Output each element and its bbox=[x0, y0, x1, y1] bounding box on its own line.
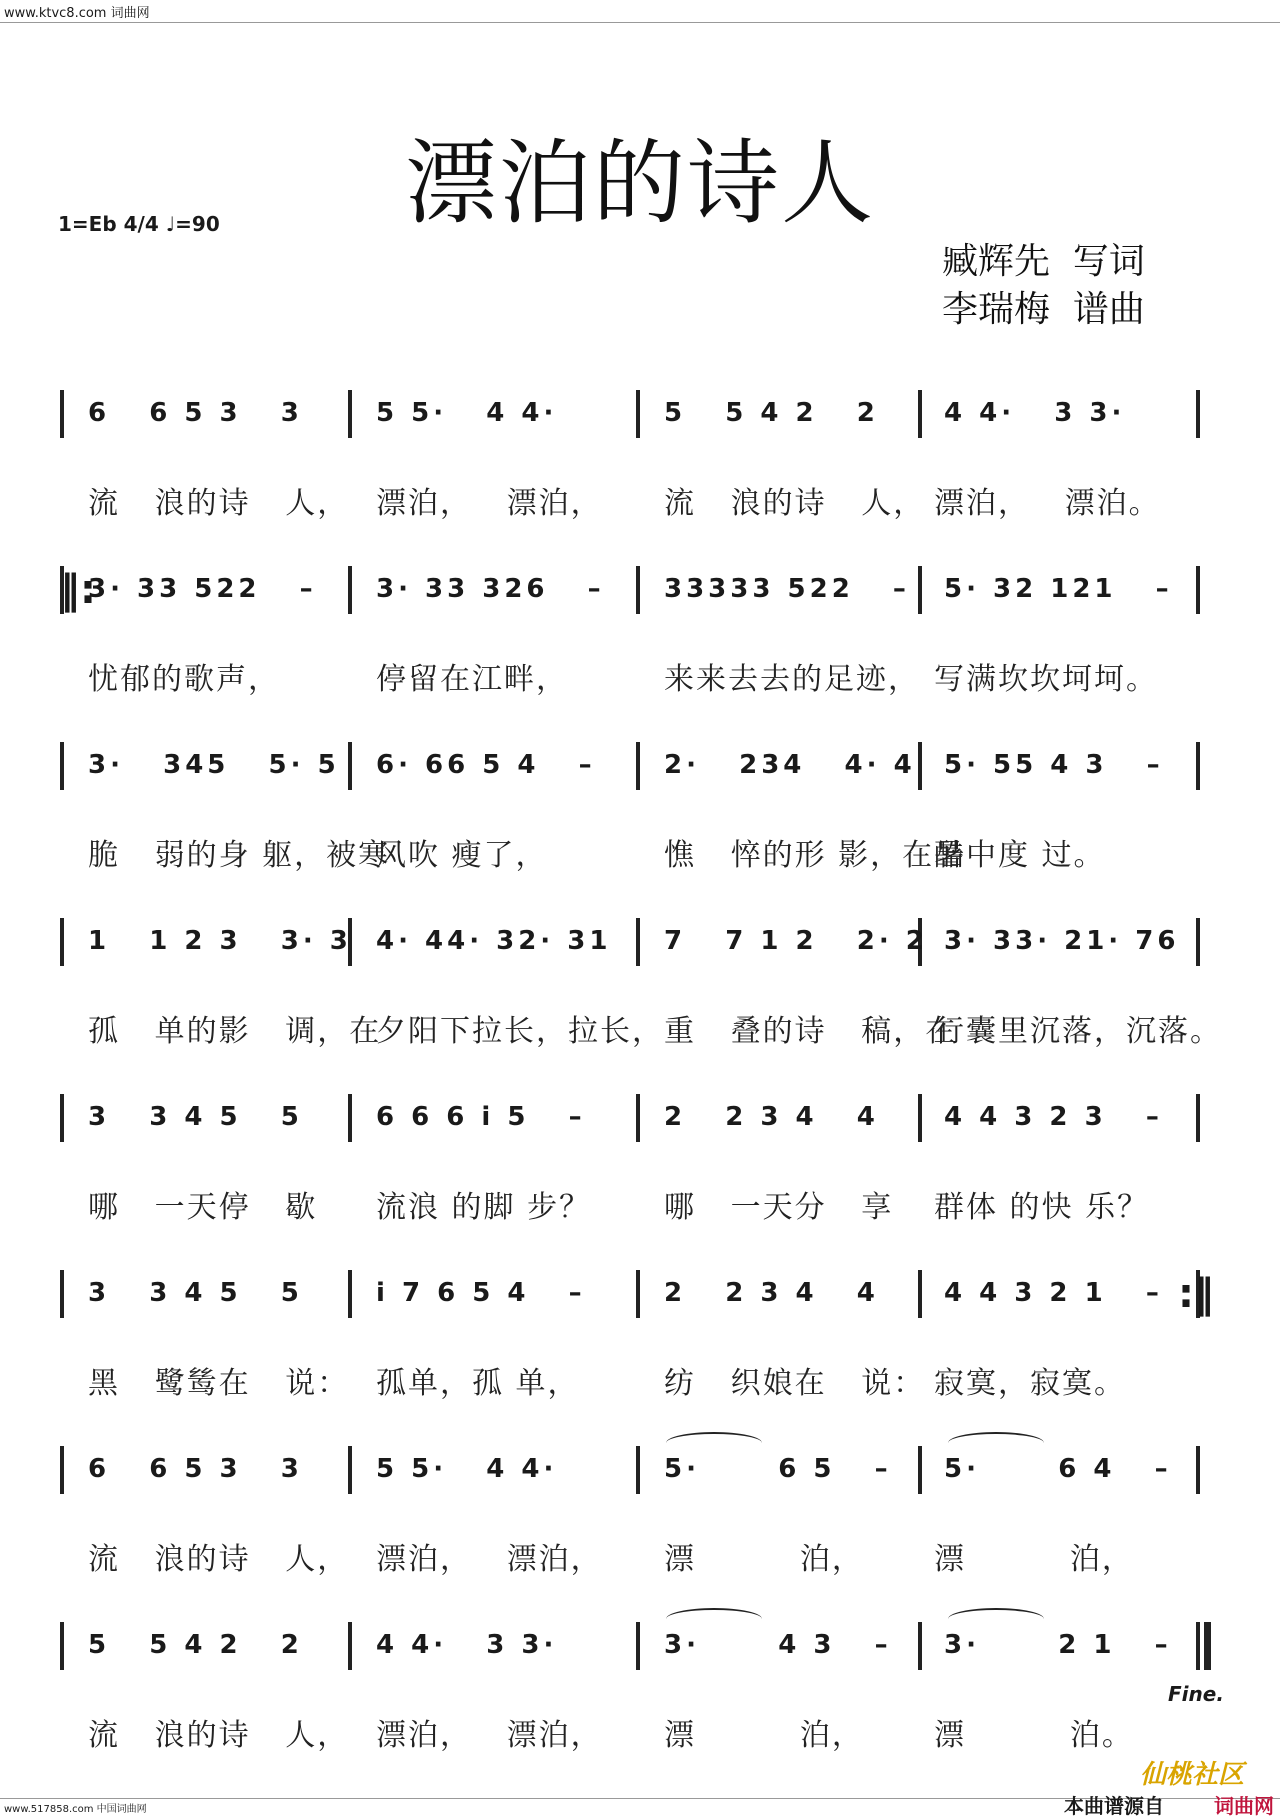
barline bbox=[1196, 918, 1200, 966]
lyric-line: 漂泊， 漂泊。 bbox=[934, 486, 1161, 521]
measure-notes: 4 4 3 2 1 – bbox=[944, 1278, 1163, 1308]
barline bbox=[636, 390, 640, 438]
barline bbox=[918, 390, 922, 438]
measure-notes: 5 5 4 2 2 bbox=[664, 398, 879, 428]
measure-notes: 3 3 4 5 5 bbox=[88, 1102, 303, 1132]
barline bbox=[60, 918, 64, 966]
barline bbox=[348, 1270, 352, 1318]
barline bbox=[636, 566, 640, 614]
slur-arc bbox=[666, 1608, 762, 1630]
measure-notes: 2 2 3 4 4 bbox=[664, 1278, 879, 1308]
barline bbox=[636, 1270, 640, 1318]
barline bbox=[636, 918, 640, 966]
measure-notes: 5· 55 4 3 – bbox=[944, 750, 1164, 780]
lyric-line: 流 浪的诗 人， bbox=[88, 1542, 350, 1577]
measure-notes: 5· 32 121 – bbox=[944, 574, 1173, 604]
barline bbox=[60, 742, 64, 790]
lyric-line: 寂寞，寂寞。 bbox=[934, 1366, 1126, 1401]
measure-notes: 3· 4 3 – bbox=[664, 1630, 892, 1660]
measure-notes: 5 5 4 2 2 bbox=[88, 1630, 303, 1660]
lyric-line: 写满坎坎坷坷。 bbox=[934, 662, 1158, 697]
key-tempo-marking: 1=Eb 4/4 ♩=90 bbox=[58, 212, 220, 236]
lyric-line: 孤单，孤 单， bbox=[376, 1366, 580, 1401]
lyric-line: 漂泊， 漂泊， bbox=[376, 1718, 603, 1753]
lyric-line: 夕阳下拉长，拉长， bbox=[376, 1014, 664, 1049]
top-divider bbox=[0, 22, 1280, 23]
barline bbox=[918, 1622, 922, 1670]
score-row bbox=[0, 1622, 1280, 1753]
lyric-line: 漂泊， 漂泊， bbox=[376, 486, 603, 521]
lyric-line: 黑 鹭鸶在 说： bbox=[88, 1366, 350, 1401]
barline bbox=[918, 1094, 922, 1142]
barline bbox=[636, 1094, 640, 1142]
barline bbox=[1196, 1446, 1200, 1494]
barline bbox=[918, 566, 922, 614]
measure-notes: 4· 44· 32· 31 bbox=[376, 926, 612, 956]
repeat-start-sign: ‖: bbox=[60, 567, 96, 613]
lyric-line: 漂 泊， bbox=[934, 1542, 1134, 1577]
lyric-line: 流 浪的诗 人， bbox=[664, 486, 926, 521]
fine-marking: Fine. bbox=[1168, 1682, 1224, 1706]
lyric-line: 暑中度 过。 bbox=[934, 838, 1106, 873]
barline bbox=[1196, 1094, 1200, 1142]
site-watermark-top: www.ktvc8.com 词曲网 bbox=[4, 6, 150, 21]
lyric-line: 停留在江畔， bbox=[376, 662, 568, 697]
score-row bbox=[0, 390, 1280, 521]
measure-notes: 4 4· 3 3· bbox=[376, 1630, 558, 1660]
lyricist-credit: 臧辉先 写词 bbox=[942, 241, 1145, 282]
barline bbox=[636, 742, 640, 790]
barline bbox=[348, 390, 352, 438]
measure-notes: 5 5· 4 4· bbox=[376, 1454, 558, 1484]
measure-notes: 3· 345 5· 5 bbox=[88, 750, 340, 780]
measure-notes: 1 1 2 3 3· 3 bbox=[88, 926, 352, 956]
barline bbox=[1196, 1622, 1200, 1670]
barline bbox=[636, 1446, 640, 1494]
site-watermark-bottom: www.517858.com 中国词曲网 bbox=[4, 1804, 147, 1815]
lyric-line: 漂 泊， bbox=[664, 1542, 864, 1577]
lyric-line: 漂泊， 漂泊， bbox=[376, 1542, 603, 1577]
barline bbox=[60, 390, 64, 438]
lyric-line: 群体 的快 乐？ bbox=[934, 1190, 1150, 1225]
measure-notes: 3· 33 522 – bbox=[88, 574, 317, 604]
barline bbox=[348, 1446, 352, 1494]
lyric-line: 流 浪的诗 人， bbox=[88, 1718, 350, 1753]
repeat-end-sign: :‖ bbox=[1178, 1271, 1214, 1317]
score-row bbox=[0, 1094, 1280, 1225]
measure-notes: 7 7 1 2 2· 2 bbox=[664, 926, 928, 956]
lyric-line: 行囊里沉落，沉落。 bbox=[934, 1014, 1222, 1049]
measure-notes: 2· 234 4· 4 bbox=[664, 750, 916, 780]
lyric-line: 流浪 的脚 步？ bbox=[376, 1190, 592, 1225]
lyric-line: 脆 弱的身 躯，被寒 bbox=[88, 838, 391, 873]
lyric-line: 哪 一天停 歇 bbox=[88, 1190, 318, 1225]
barline bbox=[1196, 390, 1200, 438]
score-row bbox=[0, 566, 1280, 697]
barline bbox=[60, 1094, 64, 1142]
lyric-line: 来来去去的足迹， bbox=[664, 662, 920, 697]
slur-arc bbox=[948, 1432, 1044, 1454]
lyric-line: 流 浪的诗 人， bbox=[88, 486, 350, 521]
measure-notes: 6 6 5 3 3 bbox=[88, 1454, 303, 1484]
slur-arc bbox=[948, 1608, 1044, 1630]
lyric-line: 漂 泊。 bbox=[934, 1718, 1134, 1753]
measure-notes: 6 6 5 3 3 bbox=[88, 398, 303, 428]
barline bbox=[636, 1622, 640, 1670]
score-row bbox=[0, 918, 1280, 1049]
lyric-line: 忧郁的歌声， bbox=[88, 662, 280, 697]
barline bbox=[348, 566, 352, 614]
barline bbox=[348, 1622, 352, 1670]
measure-notes: 5 5· 4 4· bbox=[376, 398, 558, 428]
slur-arc bbox=[666, 1432, 762, 1454]
measure-notes: 5· 6 4 – bbox=[944, 1454, 1172, 1484]
score-row bbox=[0, 1270, 1280, 1401]
page-title: 漂泊的诗人 bbox=[404, 130, 875, 237]
lyric-line: 纺 织娘在 说： bbox=[664, 1366, 926, 1401]
measure-notes: 33333 522 – bbox=[664, 574, 910, 604]
measure-notes: 3· 2 1 – bbox=[944, 1630, 1172, 1660]
score-row bbox=[0, 1446, 1280, 1577]
barline bbox=[1196, 742, 1200, 790]
measure-notes: 4 4 3 2 3 – bbox=[944, 1102, 1163, 1132]
barline bbox=[60, 1270, 64, 1318]
measure-notes: 5· 6 5 – bbox=[664, 1454, 892, 1484]
lyric-line: 风吹 瘦了， bbox=[376, 838, 548, 873]
measure-notes: 3 3 4 5 5 bbox=[88, 1278, 303, 1308]
barline bbox=[1196, 566, 1200, 614]
measure-notes: 4 4· 3 3· bbox=[944, 398, 1126, 428]
measure-notes: 3· 33 326 – bbox=[376, 574, 605, 604]
barline bbox=[918, 1446, 922, 1494]
composer-credit: 李瑞梅 谱曲 bbox=[942, 289, 1145, 330]
brand-label: 词曲网 bbox=[1214, 1794, 1274, 1818]
lyric-line: 漂 泊， bbox=[664, 1718, 864, 1753]
lyric-line: 重 叠的诗 稿，在 bbox=[664, 1014, 958, 1049]
measure-notes: i 7 6 5 4 – bbox=[376, 1278, 586, 1308]
barline bbox=[348, 1094, 352, 1142]
measure-notes: 2 2 3 4 4 bbox=[664, 1102, 879, 1132]
community-logo: 仙桃社区 bbox=[1140, 1760, 1245, 1790]
barline bbox=[60, 1622, 64, 1670]
measure-notes: 3· 33· 21· 76 bbox=[944, 926, 1180, 956]
measure-notes: 6· 66 5 4 – bbox=[376, 750, 596, 780]
barline bbox=[918, 742, 922, 790]
source-label: 本曲谱源自 bbox=[1064, 1794, 1164, 1818]
barline bbox=[918, 1270, 922, 1318]
lyric-line: 孤 单的影 调，在 bbox=[88, 1014, 382, 1049]
lyric-line: 哪 一天分 享 bbox=[664, 1190, 894, 1225]
barline bbox=[348, 742, 352, 790]
score-row bbox=[0, 742, 1280, 873]
measure-notes: 6 6 6 i 5 – bbox=[376, 1102, 586, 1132]
lyric-line: 憔 悴的形 影，在酷 bbox=[664, 838, 967, 873]
final-barline bbox=[1204, 1622, 1211, 1670]
barline bbox=[60, 1446, 64, 1494]
credits bbox=[942, 238, 1145, 334]
